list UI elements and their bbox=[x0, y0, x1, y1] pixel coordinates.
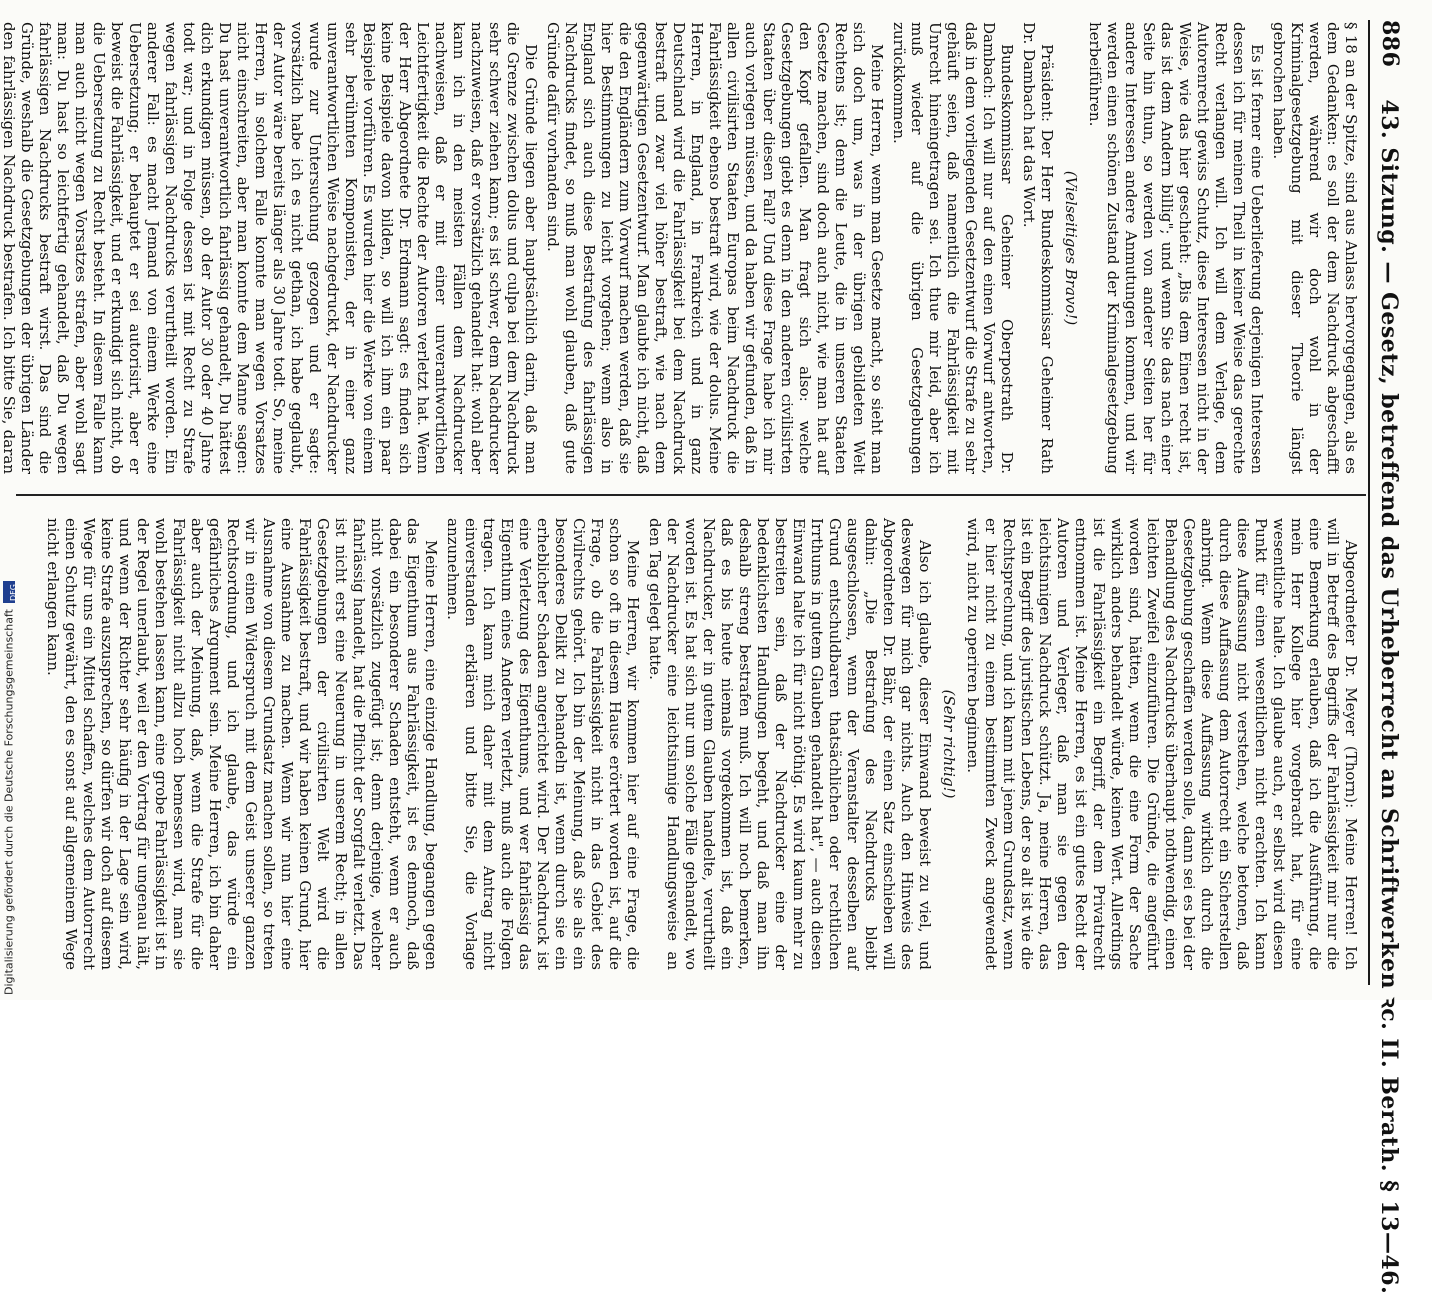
left-column bbox=[0, 22, 1360, 474]
page-number: 886 bbox=[1377, 20, 1403, 68]
dfg-logo-icon: DFG bbox=[3, 581, 15, 603]
column-divider bbox=[16, 494, 1366, 496]
speaker-paragraph: Bundeskommissar Geheimer Oberpostrath Dr. Dambach: Ich will nur auf den einen Vorwurf antworten, daß in dem vorliegenden Gesetzentwurf die Strafe zu sehr gehäuft seien, daß namentlich die Fahrlässigkeit mit Unrecht hineingetragen sei. Ich thue mir leid, aber ich muß wieder auf die übrigen Gesetzgebungen zurückkommen. bbox=[890, 22, 1016, 474]
speaker-paragraph: Abgeordneter Dr. Meyer (Thorn): Meine Herren! Ich will in Betreff des Begriffs der Fahrlässigkeit mir nur die eine Bemerkung erlauben, daß ich die Ausführung, die mein Herr Kollege hier vorgebracht hat, für eine wesentliche halte. Ich glaube auch, er selbst wird diesen Punkt für einen wesentlichen nicht erachten. Ich kann diese Auffassung nicht verstehen, welche betonen, daß durch diese Auffassung dem Autorrecht ein Sicherstellen anbringt. Wenn diese Auffassung wirklich durch die Gesetzgebung geschaffen werden solle, dann sei es bei der Behandlung des Nachdrucks überhaupt nothwendig, einen leichten Zweifel einzuführen. Die Gründe, die angeführt worden sind, hätten, wenn die eine Form der Sache wirklich anders behandelt würde, keinen Wert. Allerdings ist die Fahrlässigkeit ein Begriff, der dem Privatrecht entnommen ist. Meine Herren, es ist ein gutes Recht der Autoren und Verleger, daß man sie gegen den leichtsinnigen Nachdruck schützt. Ja, meine Herren, das ist ein Begriff des juristischen Lebens, der so alt ist wie die Rechtsprechung, und ich kann mit jenem Grundsatz, wenn er hier nicht zu einem bestimmten Zweck angewendet wird, nicht zu operiren beginnen. bbox=[964, 518, 1360, 970]
right-column bbox=[20, 518, 1360, 970]
interjection: (Vielseitiges Bravo!) bbox=[1062, 170, 1080, 326]
page-header bbox=[1368, 20, 1410, 1294]
paragraph: § 18 an der Spitze, sind aus Anlass hervorgegangen, als es dem Gedanken: es soll der dem Nachdruck abgeschafft werden, während wir doch wohl in der Kriminalgesetzgebung mit dieser Theorie längst gebrochen haben. bbox=[1270, 22, 1360, 474]
paragraph: Die Gründe liegen aber hauptsächlich darin, daß man die Grenze zwischen dolus und culpa bei dem Nachdruck sehr schwer ziehen kann; es ist schwer, dem Nachdrucker nachzuweisen, daß er vorsätzlich gehandelt hat: wohl aber kann ich in den meisten Fällen dem Nachdrucker nachweisen, daß er mit einer unverantwortlichen Leichtfertigkeit die Rechte der Autoren verletzt hat. Wenn der Herr Abgeordnete Dr. Erdmann sagt: es finden sich keine Beispiele davon bilden, so will ich ihm ein paar Beispiele vorführen. Es wurden hier die Werke von einem sehr berühmten Komponisten, der in einer ganz unverantwortlichen Weise nachgedruckt, der Nachdrucker wurde zur Untersuchung gezogen und er sagte: vorsätzlich habe ich es nicht gethan, ich habe geglaubt, der Autor wäre bereits länger als 30 Jahre todt. So, meine Herren, in solchem Falle konnte man wegen Vorsatzes nicht einschreiten, aber man konnte dem Manne sagen: Du hast unverantwortlich fahrlässig gehandelt, Du hättest dich erkundigen müssen, ob der Autor 30 oder 40 Jahre todt war; und in Folge dessen ist mit Recht zu Strafe wegen fahrlässigen Nachdrucks verurtheilt worden. Ein anderer Fall: es macht Jemand von einem Werke eine Uebersetzung; er behauptet er sei autorisirt, aber er beweist die Fahrlässigkeit, und er erkundigt sich nicht, ob die Uebersetzung zu Recht besteht. In diesem Falle kann man auch nicht wegen Vorsatzes strafen, aber wohl sagt man: Du hast so leichtfertig gehandelt, daß Du wegen fahrlässigen Nachdrucks bestraft wirst. Das sind die Gründe, weshalb die Gesetzgebungen der übrigen Länder den fahrlässigen Nachdruck bestrafen. Ich bitte Sie, daran bbox=[0, 22, 540, 474]
paragraph: Es ist ferner eine Ueberlieferung derjenigen Interessen dessen ich für meinen Theil in keiner Weise das gerechte Recht verlangen will. Ich will dem Verlage, dem Autorenrecht gewiss Schutz, diese Interessen nicht in der Weise, wie das hier geschieht: „Bis dem Einen recht ist, das ist dem Andern billig"; und wenn Sie das nach einer Seite hin thun, so werden von anderer Seiten her für andere Interessen andere Anmutungen kommen, und wir werden einen schönen Zustand der Kriminalgesetzgebung herbeiführen. bbox=[1086, 22, 1266, 474]
paragraph: Meine Herren, wenn man Gesetze macht, so sieht man sich doch um, was in der übrigen gebildeten Welt Rechtens ist; denn die Leute, die in unseren Staaten Gesetze machen, sind doch auch nicht, wie man hat auf den Kopf gefallen. Man fragt sich also: welche Gesetzgebungen giebt es denn in den anderen civilisirten Staaten über diesen Fall? Und diese Frage habe ich mir auch vorlegen müssen, und da haben wir gefunden, daß in allen civilisirten Staaten Europas beim Nachdruck die Fahrlässigkeit ebenso bestraft wird, wie der dolus. Meine Herren, in England, in Frankreich und in ganz Deutschland wird die Fahrlässigkeit bei dem Nachdruck bestraft und zwar viel höher bestraft, wie nach dem gegenwärtigen Gesetzentwurf. Man glaubte ich nicht, daß die den Engländern zum Vorwurf machen werden, daß sie hier Bestimmungen zu leicht vorgehen; wenn also in England sich auch diese Bestrafung des fahrlässigen Nachdrucks findet, so muß man wohl glauben, daß gute Gründe dafür vorhanden sind. bbox=[544, 22, 886, 474]
speaker-paragraph: Präsident: Der Herr Bundeskommissar Geheimer Rath Dr. Dambach hat das Wort. bbox=[1020, 22, 1056, 474]
paragraph: Also ich glaube, dieser Einwand beweist zu viel, und deswegen für mich gar nichts. Auch den Hinweis des Abgeordneten Dr. Bähr, der einen Satz einschieben will dahin: „Die Bestrafung des Nachdrucks bleibt ausgeschlossen, wenn der Veranstalter desselben auf Grund entschuldbaren thatsächlichen oder rechtlichen Irrthums in gutem Glauben gehandelt hat", — auch diesen Einwand halte ich für nicht nöthig. Es wird kaum mehr zu bestreiten sein, daß der Nachdrucker eine der bedenklichsten Handlungen begeht, und daß man ihn deshalb streng bestrafen muß. Ich will noch bemerken, daß es bis heute niemals vorgekommen ist, daß ein Nachdrucker, der in gutem Glauben handelte, verurtheilt worden ist. Es hat sich nur um solche Fälle gehandelt, wo der Nachdrucker eine leichtsinnige Handlungsweise an den Tag gelegt hatte. bbox=[646, 518, 934, 970]
paragraph: Meine Herren, wir kommen hier auf eine Frage, die schon so oft in diesem Hause erörtert worden ist, auf die Frage, ob die Fahrlässigkeit nicht in das Gebiet des Civilrechts gehört. Ich bin der Meinung, daß sie als ein besonderes Delikt zu behandeln ist, wenn durch sie ein erheblicher Schaden angerichtet wird. Der Nachdruck ist eine Verletzung des Eigenthums, und wer fahrlässig das Eigenthum eines Anderen verletzt, muß auch die Folgen tragen. Ich kann mich daher mit dem Antrag nicht einverstanden erklären und bitte Sie, die Vorlage anzunehmen. bbox=[444, 518, 642, 970]
interjection: (Sehr richtig!) bbox=[940, 689, 958, 799]
paragraph: Meine Herren, eine einzige Handlung, begangen gegen das Eigenthum aus Fahrlässigkeit, ist es dennoch, daß dabei ein besonderer Schaden entsteht, wenn er auch nicht vorsätzlich zugefügt ist; denn derjenige, welcher fahrlässig handelt, hat die Pflicht der Sorgfalt verletzt. Das ist nicht erst eine Neuerung in unserem Recht; in allen Gesetzgebungen der civilisirten Welt wird die Fahrlässigkeit bestraft, und wir haben keinen Grund, hier eine Ausnahme zu machen. Wenn wir nun hier eine Ausnahme von diesem Grundsatz machen sollen, so treten wir in einen Widerspruch mit dem Geist unserer ganzen Rechtsordnung, und ich glaube, das würde ein gefährliches Argument sein. Meine Herren, ich bin daher aber auch der Meinung, daß, wenn die Strafe für die Fahrlässigkeit nicht allzu hoch bemessen wird, man sie wohl bestehen lassen kann, eine grobe Fahrlässigkeit ist in der Regel unerlaubt, weil er den Vortrag für ungenau hält, und wenn der Richter sehr häufig in der Lage sein wird, keine Strafe auszusprechen, so dürfen wir doch auf diesem Wege für uns ein Mittel schaffen, welches dem Autorrecht einen Schutz gewährt, den es sonst auf allgemeinem Wege nicht erlangen kann. bbox=[44, 518, 440, 970]
credit-text: Digitalisierung gefördert durch die Deutsche Forschungsgemeinschaft bbox=[2, 609, 16, 995]
page-title: 43. Sitzung. — Gesetz, betreffend das Urheberrecht an Schriftwerken ꝛc. II. Berath. § 13—46. bbox=[1376, 99, 1402, 1294]
digitization-credit bbox=[2, 580, 16, 995]
